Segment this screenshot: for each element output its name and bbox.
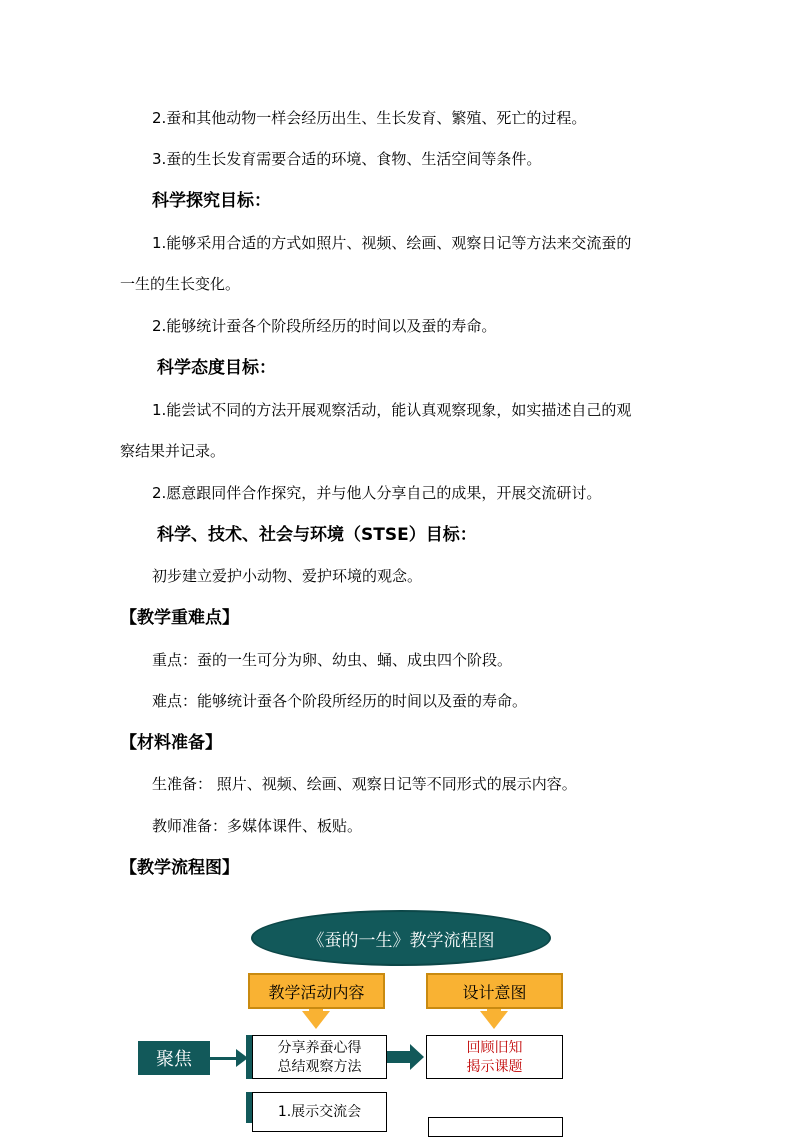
paragraph-stse: 初步建立爱护小动物、爱护环境的观念。 xyxy=(152,567,423,585)
heading-flowchart: 【教学流程图】 xyxy=(120,858,239,878)
paragraph-knowledge-2: 2.蚕和其他动物一样会经历出生、生长发育、繁殖、死亡的过程。 xyxy=(152,109,587,127)
activity1-to-intent1-arrow-body xyxy=(387,1051,411,1063)
activity2-line1: 1.展示交流会 xyxy=(277,1104,362,1120)
intent2-box xyxy=(428,1117,563,1137)
flowchart-title: 《蚕的一生》教学流程图 xyxy=(307,930,495,951)
paragraph-attitude-1-cont: 察结果并记录。 xyxy=(120,442,226,460)
intent1-line1: 回顾旧知 xyxy=(466,1040,523,1056)
paragraph-inquiry-2: 2.能够统计蚕各个阶段所经历的时间以及蚕的寿命。 xyxy=(152,317,497,335)
flowchart-title-ellipse xyxy=(251,910,551,966)
paragraph-difficult-point: 难点：能够统计蚕各个阶段所经历的时间以及蚕的寿命。 xyxy=(152,692,528,710)
paragraph-inquiry-1: 1.能够采用合适的方式如照片、视频、绘画、观察日记等方法来交流蚕的 xyxy=(152,234,632,252)
down-arrow-activity xyxy=(302,1011,330,1029)
heading-key-points: 【教学重难点】 xyxy=(120,608,239,628)
stage-focus-text: 聚焦 xyxy=(156,1049,192,1070)
heading-materials: 【材料准备】 xyxy=(120,733,222,753)
down-arrow-intent xyxy=(480,1011,508,1029)
column-header-activity-label: 教学活动内容 xyxy=(268,982,365,1002)
paragraph-teacher-materials: 教师准备：多媒体课件、板贴。 xyxy=(152,817,363,835)
activity1-to-intent1-arrow-head xyxy=(410,1044,424,1070)
activity2-box xyxy=(252,1092,387,1132)
activity1-line2: 总结观察方法 xyxy=(277,1059,362,1075)
paragraph-knowledge-3: 3.蚕的生长发育需要合适的环境、食物、生活空间等条件。 xyxy=(152,150,542,168)
heading-stse-goals: 科学、技术、社会与环境（STSE）目标： xyxy=(157,525,477,545)
heading-inquiry-goals: 科学探究目标： xyxy=(152,191,271,211)
paragraph-student-materials: 生准备： 照片、视频、绘画、观察日记等不同形式的展示内容。 xyxy=(152,775,577,793)
stage-focus-label xyxy=(138,1041,210,1075)
column-header-activity xyxy=(248,973,385,1009)
focus-arrow-line xyxy=(210,1057,238,1060)
heading-attitude-goals: 科学态度目标： xyxy=(157,358,276,378)
intent1-box xyxy=(426,1035,563,1079)
intent1-line2: 揭示课题 xyxy=(466,1059,523,1075)
paragraph-attitude-2: 2.愿意跟同伴合作探究，并与他人分享自己的成果，开展交流研讨。 xyxy=(152,484,602,502)
column-header-intent-label: 设计意图 xyxy=(462,982,527,1002)
paragraph-inquiry-1-cont: 一生的生长变化。 xyxy=(120,275,241,293)
column-header-intent xyxy=(426,973,563,1009)
activity1-line1: 分享养蚕心得 xyxy=(277,1040,362,1056)
paragraph-key-point: 重点：蚕的一生可分为卵、幼虫、蛹、成虫四个阶段。 xyxy=(152,651,513,669)
paragraph-attitude-1: 1.能尝试不同的方法开展观察活动，能认真观察现象，如实描述自己的观 xyxy=(152,401,632,419)
activity1-box xyxy=(252,1035,387,1079)
